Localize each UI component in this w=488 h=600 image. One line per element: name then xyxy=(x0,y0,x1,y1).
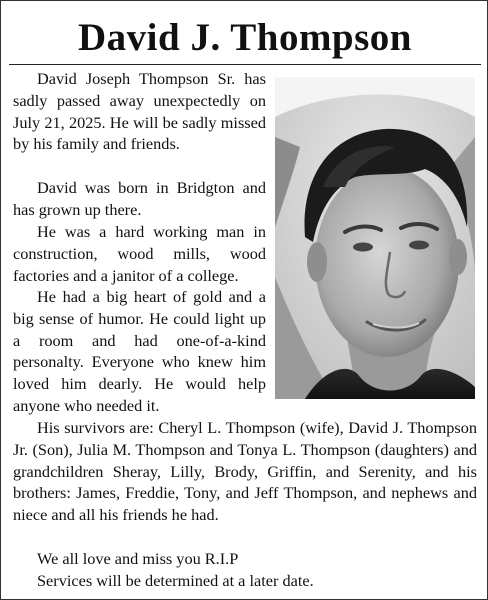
paragraph-character: He had a big heart of gold and a big sense of humor. He could light up a room and had one-of-a-kind personalty. Everyone who knew him loved him dearly. He would help anyone who needed it. xyxy=(13,287,266,415)
title-divider xyxy=(9,64,481,65)
obituary-title: David J. Thompson xyxy=(78,16,412,59)
paragraph-work: He was a hard working man in construction, wood mills, wood factories and a janitor of a college. xyxy=(13,222,266,285)
paragraph-survivors: His survivors are: Cheryl L. Thompson (wife), David J. Thompson Jr. (Son), Julia M. Thompson and Tonya L. Thompson (daughters) and grandchildren Sheray, Lilly, Brody, Griffin, and Serenity, and his brothers: James, Freddie, Tony, and Jeff Thompson, and nephews and niece and all his friends he had. xyxy=(13,418,477,525)
paragraph-services: Services will be determined at a later date. xyxy=(37,571,314,590)
portrait-photo xyxy=(275,77,475,399)
paragraph-farewell: We all love and miss you R.I.P xyxy=(37,549,239,568)
paragraph-birthplace: David was born in Bridgton and has grown up there. xyxy=(13,178,266,219)
paragraph-passing: David Joseph Thompson Sr. has sadly passed away unexpectedly on July 21, 2025. He will be sadly missed by his family and friends. xyxy=(13,69,266,154)
